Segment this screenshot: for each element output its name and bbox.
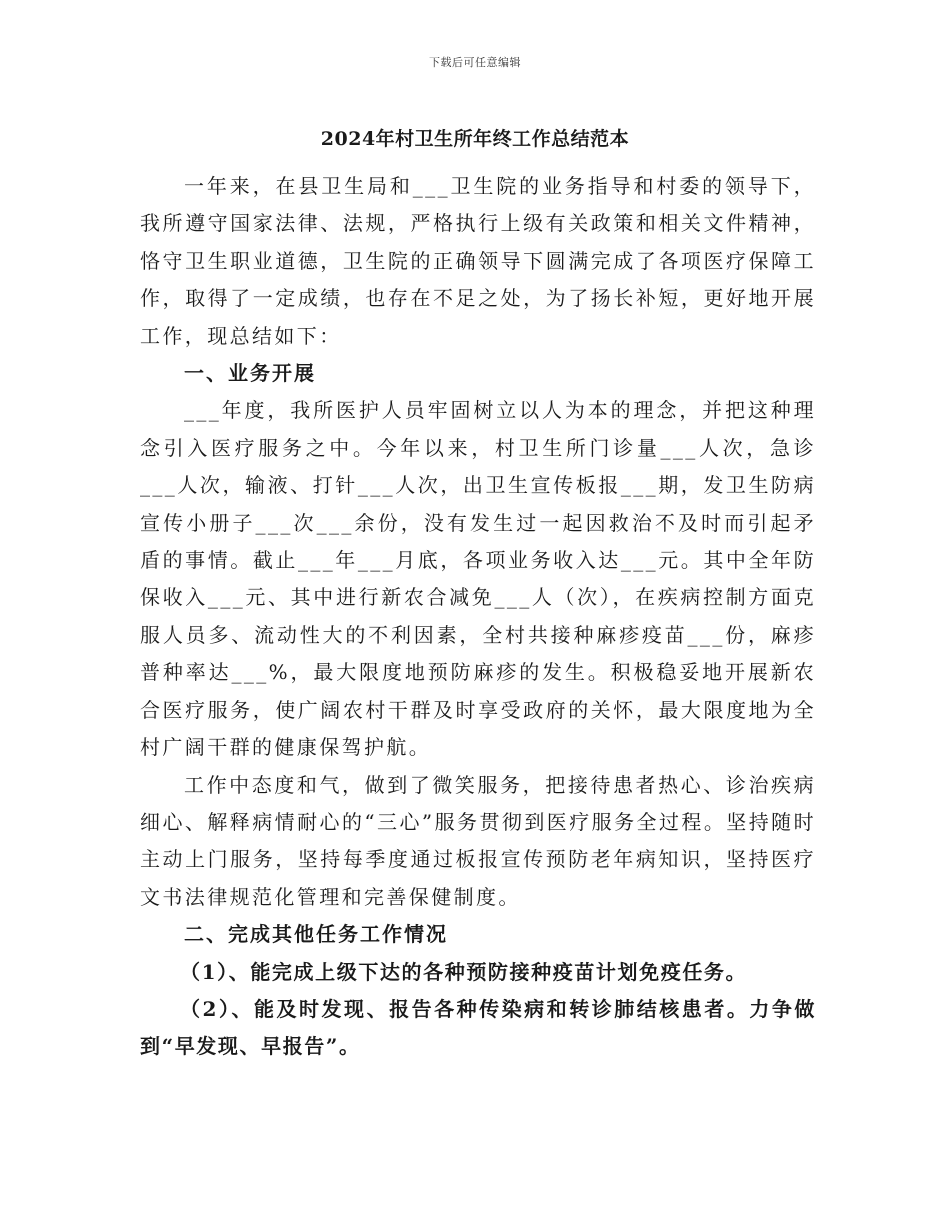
task-item: （2）、能及时发现、报告各种传染病和转诊肺结核患者。力争做到“早发现、早报告”。 (140, 996, 816, 1059)
header-note: 下载后可任意编辑 (429, 56, 521, 69)
document-title: 2024年村卫生所年终工作总结范本 (320, 128, 630, 150)
service-attitude-paragraph: 工作中态度和气，做到了微笑服务，把接待患者热心、诊治疾病细心、解释病情耐心的“三心”服务贯彻到医疗服务全过程。坚持随时主动上门服务，坚持每季度通过板报宣传预防老年病知识，坚持医疗文书法律规范化管理和完善保健制度。 (140, 772, 816, 909)
business-paragraph: ___年度，我所医护人员牢固树立以人为本的理念，并把这种理念引入医疗服务之中。今年以来，村卫生所门诊量___人次，急诊___人次，输液、打针___人次，出卫生宣传板报___期，发卫生防病宣传小册子___次___余份，没有发生过一起因救治不及时而引起矛盾的事情。截止___年___月底，各项业务收入达___元。其中全年防保收入___元、其中进行新农合减免___人（次），在疾病控制方面克服人员多、流动性大的不利因素，全村共接种麻疹疫苗___份，麻疹普种率达___%，最大限度地预防麻疹的发生。积极稳妥地开展新农合医疗服务，使广阔农村干群及时享受政府的关怀，最大限度地为全村广阔干群的健康保驾护航。 (140, 398, 816, 760)
document-body (140, 168, 816, 1066)
intro-paragraph: 一年来，在县卫生局和___卫生院的业务指导和村委的领导下，我所遵守国家法律、法规，严格执行上级有关政策和相关文件精神，恪守卫生职业道德，卫生院的正确领导下圆满完成了各项医疗保障工作，取得了一定成绩，也存在不足之处，为了扬长补短，更好地开展工作，现总结如下： (140, 174, 816, 348)
section-heading-business: 一、业务开展 (184, 361, 316, 386)
section-heading-other-tasks: 二、完成其他任务工作情况 (184, 922, 448, 947)
task-item: （1）、能完成上级下达的各种预防接种疫苗计划免疫任务。 (180, 959, 748, 984)
